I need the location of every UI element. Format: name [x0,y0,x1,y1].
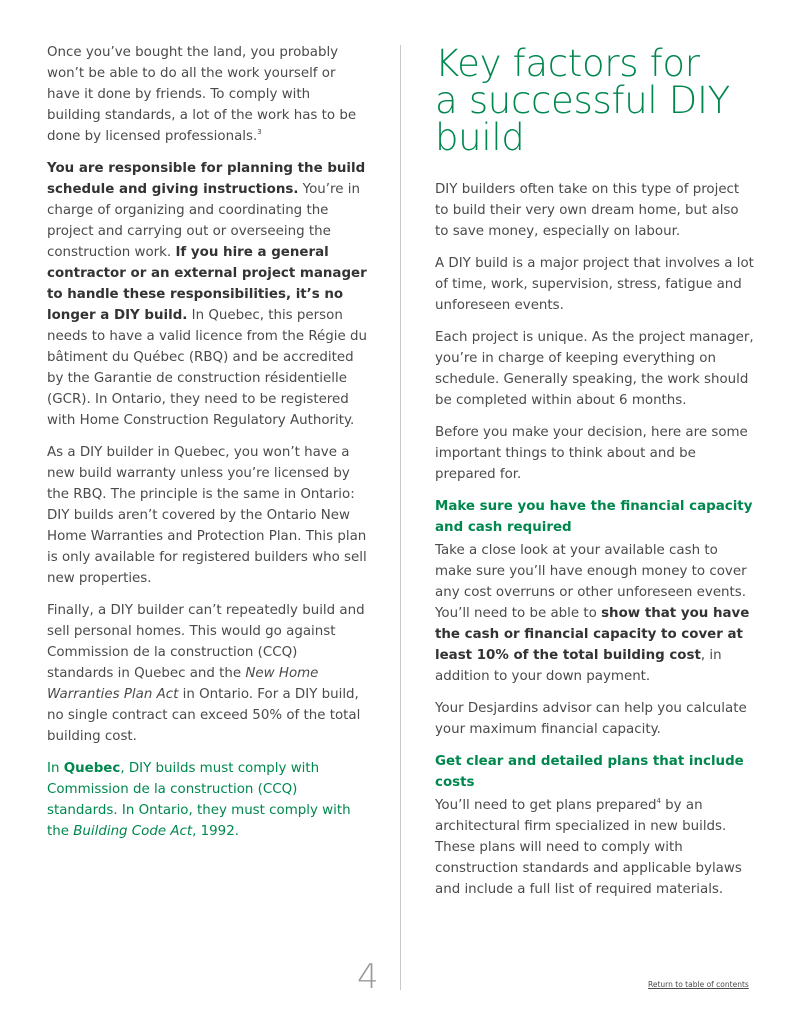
title-line: Key factors for [435,42,700,85]
bold-text: If you hire a general contractor or an external project manager to handle these responsibilities, it’s no longer a DIY build. [47,245,367,323]
paragraph-text: You’re in charge of organizing and coordinating the project and carrying out or overseeing the construction work. [47,182,360,260]
paragraph-plans [435,795,755,900]
paragraph-text: You’ll need to get plans prepared [435,798,657,813]
paragraph-text: in Ontario. For a DIY build, no single contract can exceed 50% of the total building cost. [47,687,361,744]
bold-text: You are responsible for planning the build schedule and giving instructions. [47,161,366,197]
paragraph-warranty: As a DIY builder in Quebec, you won’t have a new build warranty unless you’re licensed by the RBQ. The principle is the same in Ontario: DIY builds aren’t covered by the Ontario New Home Warranties and Protection Plan. This plan is only available for registered builders who sell new properties. [47,445,367,586]
paragraph-financial [435,540,755,687]
paragraph-text: Take a close look at your available cash to make sure you’ll have enough money to cover any cost overruns or other unforeseen events. You’ll need to be able to [435,543,747,621]
title-line: a successful DIY [435,79,730,122]
italic-text: New Home Warranties Plan Act [47,666,319,702]
page-title [435,42,755,159]
paragraph-intro: DIY builders often take on this type of project to build their very own dream home, but also to save money, especially on labour. [435,182,740,239]
bold-text: show that you have the cash or financial capacity to cover at least 10% of the total building cost [435,606,750,663]
column-divider [400,45,401,990]
italic-text: Building Code Act [73,824,193,839]
paragraph-text: In Quebec, this person needs to have a valid licence from the Régie du bâtiment du Québec (RBQ) and be accredited by the Garantie de construction résidentielle (GCR). In Ontario, they need to be registered with Home Construction Regulatory Authority. [47,308,367,428]
right-column [435,42,755,911]
title-line: build [435,116,525,159]
paragraph-before-decision: Before you make your decision, here are some important things to think about and be prepared for. [435,425,748,482]
return-to-toc-link[interactable]: Return to table of contents [648,980,749,989]
paragraph-unique-project: Each project is unique. As the project manager, you’re in charge of keeping everything on schedule. Generally speaking, the work should be completed within about 6 months. [435,330,754,408]
paragraph-major-project: A DIY build is a major project that involves a lot of time, work, supervision, stress, fatigue and unforeseen events. [435,256,754,313]
section-heading-financial: Make sure you have the financial capacity and cash required [435,499,753,535]
left-column [47,42,367,853]
callout-text: , 1992. [192,824,239,839]
section-heading-plans: Get clear and detailed plans that include costs [435,754,744,790]
paragraph-text: Finally, a DIY builder can’t repeatedly build and sell personal homes. This would go against Commission de la construction (CCQ) standards in Quebec and the [47,603,365,681]
footnote-ref[interactable]: 4 [656,797,661,805]
paragraph-repeat-builds [47,600,367,747]
bold-text: Quebec [63,761,121,776]
paragraph-text: by an architectural firm specialized in new builds. These plans will need to comply with construction standards and applicable bylaws and include a full list of required materials. [435,798,742,897]
callout-text: , DIY builds must comply with Commission de la construction (CCQ) standards. In Ontario, they must comply with the [47,761,351,839]
page-number: 4 [357,957,379,997]
highlight-callout [47,758,367,842]
paragraph-responsibility [47,158,367,431]
callout-text: In [47,761,64,776]
paragraph-advisor: Your Desjardins advisor can help you calculate your maximum financial capacity. [435,701,747,737]
paragraph-text: Once you’ve bought the land, you probably won’t be able to do all the work yourself or have it done by friends. To comply with building standards, a lot of the work has to be done by licensed professionals. [47,45,357,144]
paragraph-text: , in addition to your down payment. [435,648,722,684]
footnote-ref[interactable]: 3 [257,128,262,136]
paragraph-land-purchase [47,42,367,147]
